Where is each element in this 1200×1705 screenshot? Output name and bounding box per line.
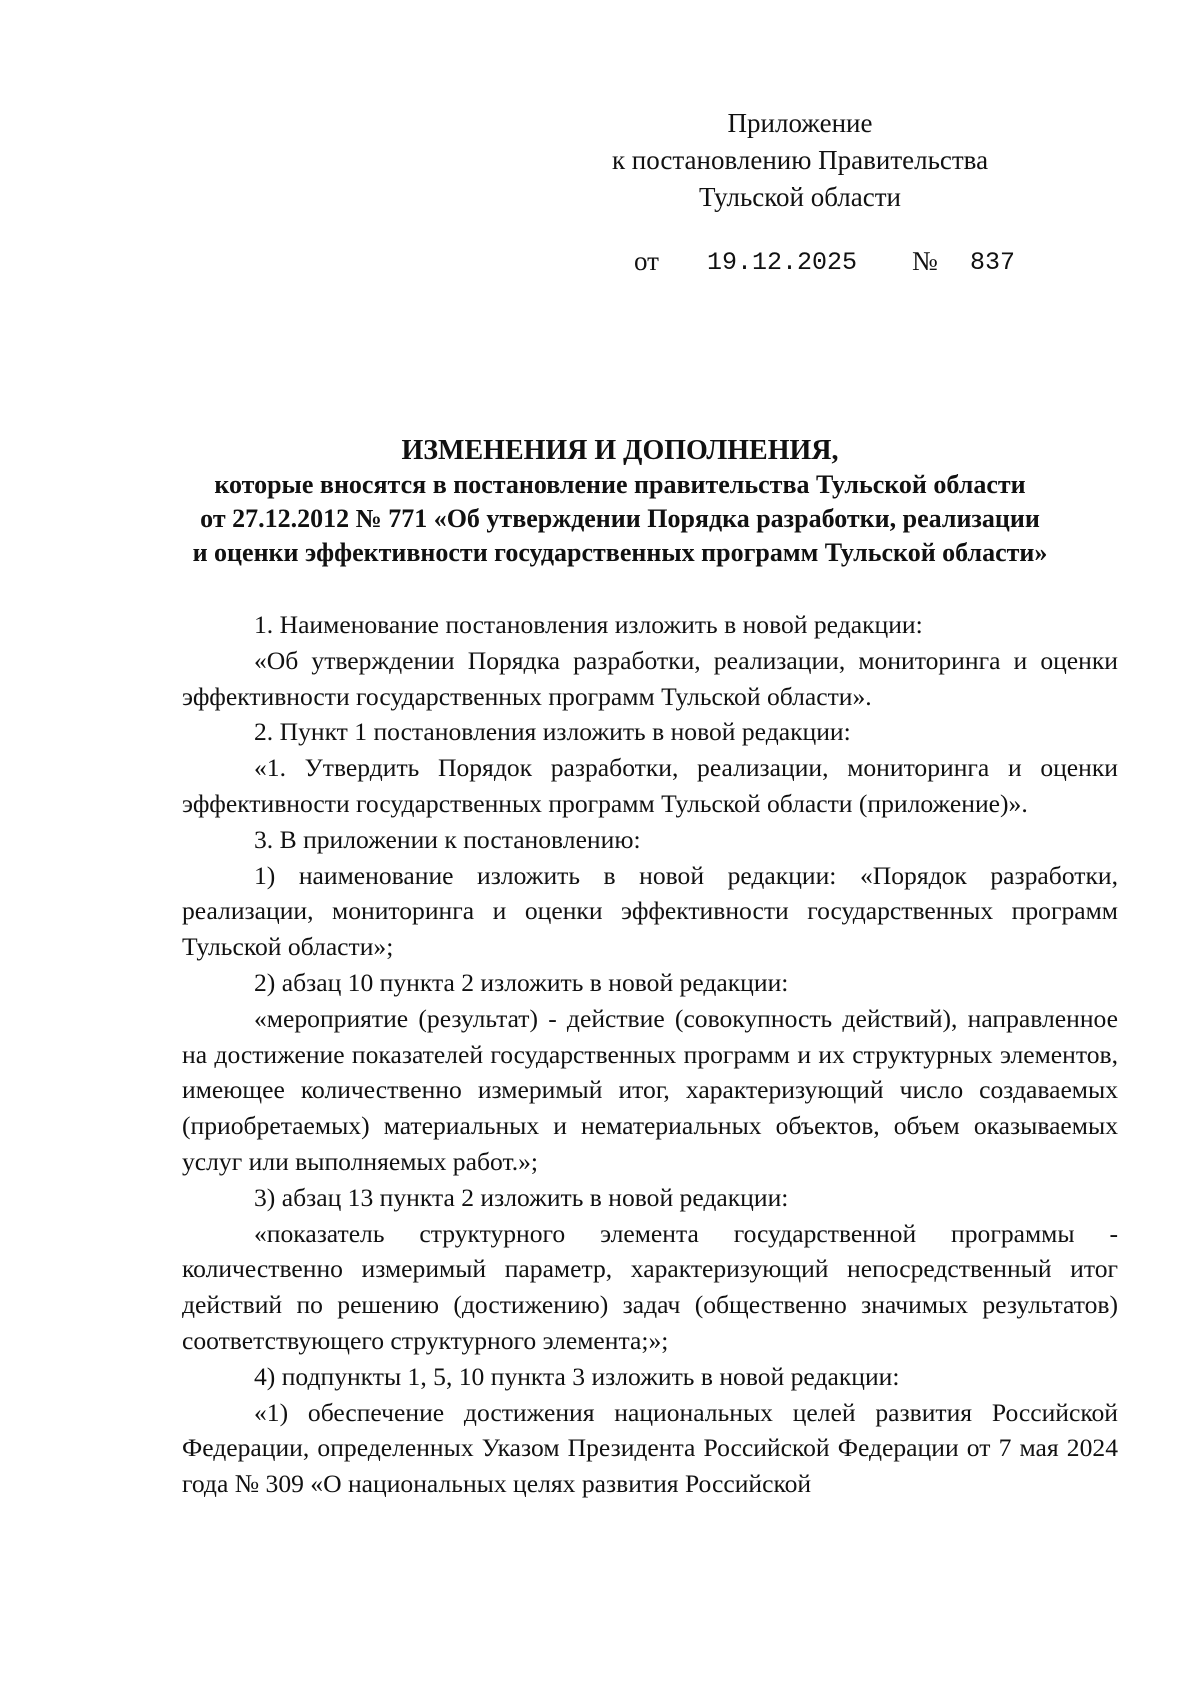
paragraph: «1) обеспечение достижения национальных целей развития Российской Федерации, определенных Указом Президента Российской Федерации от 7 мая 2024 года № 309 «О национальных целях развития Российской (182, 1397, 1118, 1499)
appendix-decree-ref: к постановлению Правительства (611, 145, 989, 175)
paragraph: 1. Наименование постановления изложить в новой редакции: (254, 610, 923, 639)
paragraph: 1) наименование изложить в новой редакции: «Порядок разработки, реализации, мониторинга и оценки эффективности государственных программ Тульской области»; (182, 860, 1118, 962)
paragraph: «показатель структурного элемента государственной программы - количественно измеримый параметр, характеризующий непосредственный итог действий по решению (достижению) задач (общественно значимых результатов) соответствующего структурного элемента;»; (182, 1218, 1118, 1355)
date-from-label: от (634, 246, 659, 276)
title-heading: ИЗМЕНЕНИЯ И ДОПОЛНЕНИЯ, (401, 435, 839, 466)
paragraph: 2. Пункт 1 постановления изложить в новой редакции: (254, 717, 851, 747)
decree-number-label: № (912, 246, 938, 276)
appendix-region: Тульской области (699, 182, 901, 212)
appendix-label: Приложение (727, 108, 873, 138)
appendix-header (570, 105, 1030, 216)
paragraph: 2) абзац 10 пункта 2 изложить в новой редакции: (254, 967, 789, 997)
paragraph: 4) подпункты 1, 5, 10 пункта 3 изложить в новой редакции: (254, 1361, 900, 1391)
document-title (160, 434, 1080, 570)
title-line-4: и оценки эффективности государственных программ Тульской области» (192, 538, 1048, 567)
decree-number: 837 (970, 248, 1016, 277)
decree-date: 19.12.2025 (707, 248, 858, 277)
paragraph: 3) абзац 13 пункта 2 изложить в новой редакции: (254, 1182, 789, 1212)
paragraph: «1. Утвердить Порядок разработки, реализации, мониторинга и оценки эффективности государственных программ Тульской области (приложение)». (182, 753, 1118, 818)
title-line-2: которые вносятся в постановление правительства Тульской области (214, 470, 1026, 499)
paragraph: «Об утверждении Порядка разработки, реализации, мониторинга и оценки эффективности государственных программ Тульской области». (182, 645, 1118, 711)
paragraph: 3. В приложении к постановлению: (254, 824, 641, 854)
document-body (182, 607, 1118, 1502)
title-line-3: от 27.12.2012 № 771 «Об утверждении Порядка разработки, реализации (200, 504, 1040, 533)
paragraph: «мероприятие (результат) - действие (совокупность действий), направленное на достижение показателей государственных программ и их структурных элементов, имеющее количественно измеримый итог, характеризующий число создаваемых (приобретаемых) материальных и нематериальных объектов, объем оказываемых услуг или выполняемых работ.»; (182, 1003, 1118, 1176)
